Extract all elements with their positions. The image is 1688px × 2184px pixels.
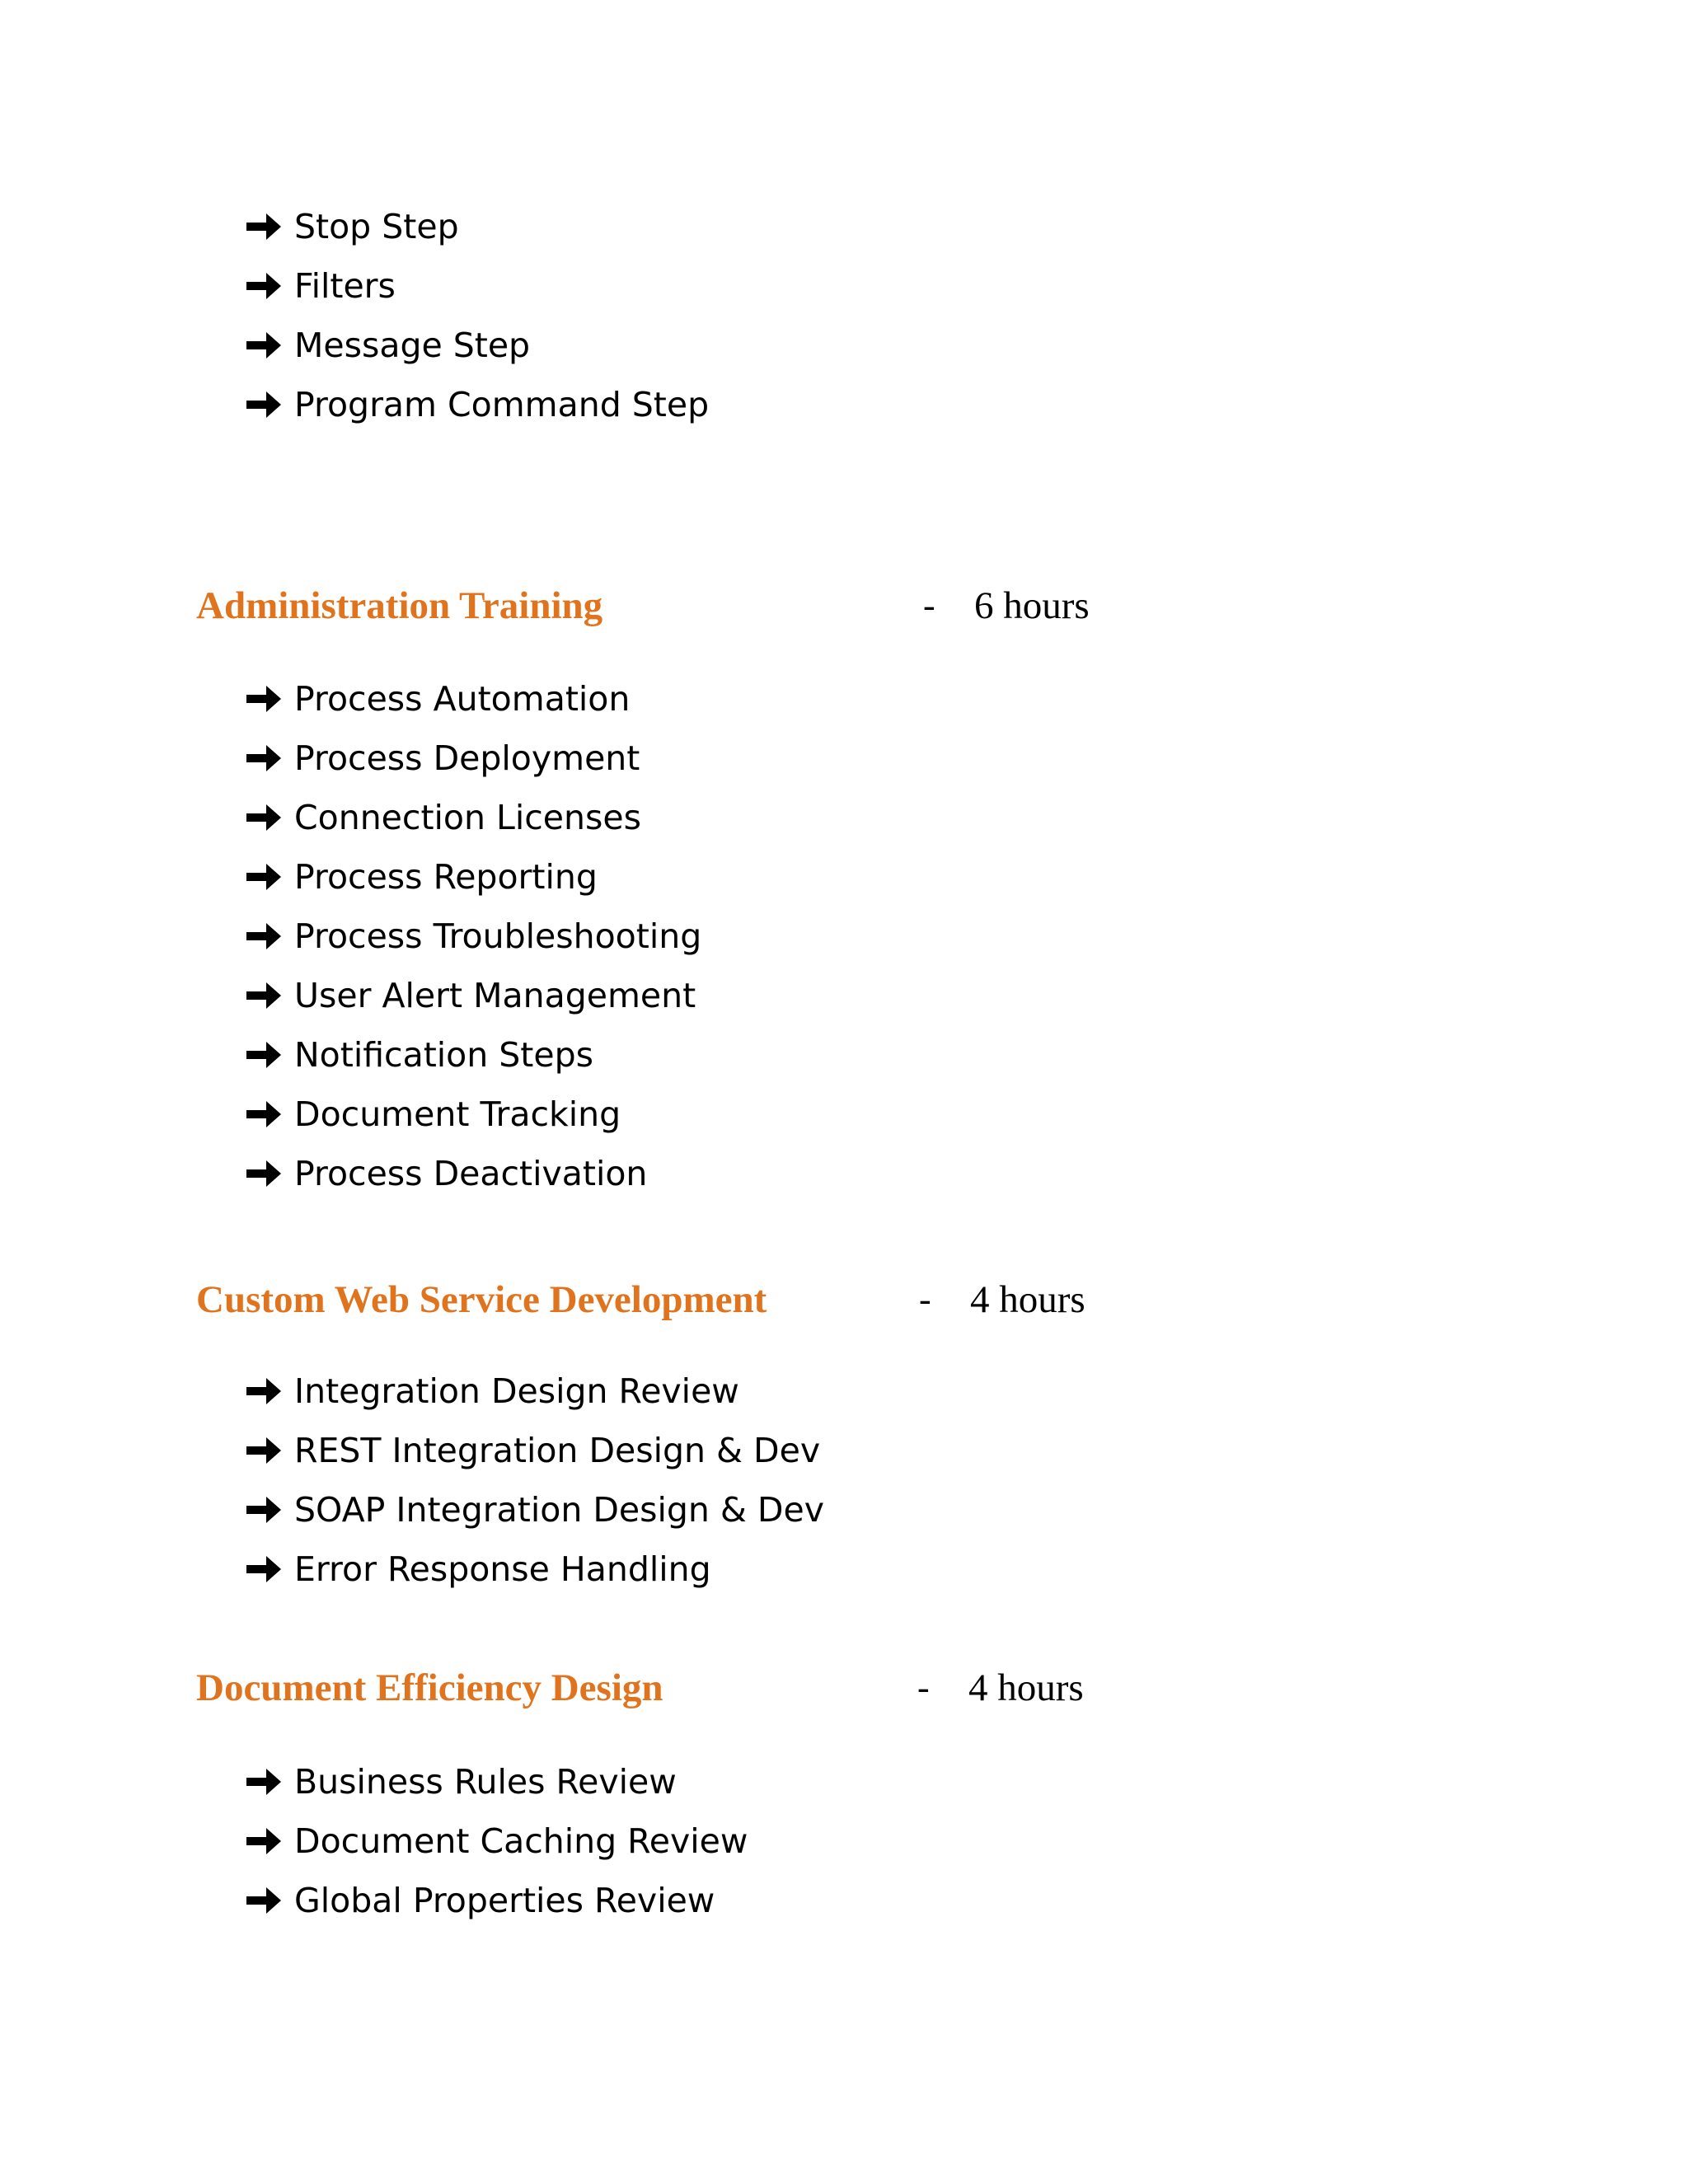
- list-item-label: Stop Step: [294, 207, 459, 246]
- right-arrow-icon: [245, 1038, 283, 1071]
- right-arrow-icon: [245, 388, 283, 421]
- list-item-label: Process Automation: [294, 679, 631, 719]
- list-item: [245, 256, 709, 316]
- right-arrow-icon: [245, 329, 283, 362]
- section-dash: -: [919, 1279, 931, 1319]
- list-item-label: Process Reporting: [294, 857, 598, 897]
- right-arrow-icon: [245, 210, 283, 243]
- list-item-label: Global Properties Review: [294, 1881, 715, 1920]
- list-item: [245, 1025, 701, 1085]
- right-arrow-icon: [245, 1098, 283, 1131]
- right-arrow-icon: [245, 1825, 283, 1858]
- list-item-label: SOAP Integration Design & Dev: [294, 1490, 824, 1530]
- right-arrow-icon: [245, 801, 283, 834]
- section-title-administration-training: Administration Training: [196, 584, 603, 627]
- right-arrow-icon: [245, 269, 283, 302]
- list-item: [245, 1871, 748, 1930]
- section-hours: 4 hours: [970, 1278, 1085, 1321]
- list-item: [245, 1361, 824, 1421]
- list-item: [245, 907, 701, 966]
- intro-list: [245, 197, 709, 434]
- list-item-label: Connection Licenses: [294, 798, 641, 837]
- list-item-label: Program Command Step: [294, 385, 710, 424]
- list-item-label: REST Integration Design & Dev: [294, 1431, 821, 1470]
- list-item: [245, 316, 709, 375]
- section-title-document-efficiency-design: Document Efficiency Design: [196, 1666, 663, 1709]
- section-title-custom-web-service-development: Custom Web Service Development: [196, 1278, 767, 1321]
- list-item: [245, 729, 701, 788]
- right-arrow-icon: [245, 1884, 283, 1917]
- list-item-label: Process Troubleshooting: [294, 916, 702, 956]
- list-item: [245, 1480, 824, 1540]
- right-arrow-icon: [245, 1553, 283, 1586]
- list-item-label: Message Step: [294, 326, 531, 365]
- section-hours: 6 hours: [974, 584, 1090, 627]
- list-item-label: Process Deployment: [294, 738, 640, 778]
- custom-web-service-development-list: [245, 1361, 824, 1599]
- document-efficiency-design-list: [245, 1752, 748, 1930]
- right-arrow-icon: [245, 1157, 283, 1190]
- list-item: [245, 1421, 824, 1480]
- section-dash: -: [923, 585, 935, 626]
- list-item: [245, 847, 701, 907]
- list-item: [245, 1085, 701, 1144]
- section-hours: 4 hours: [968, 1666, 1084, 1709]
- list-item: [245, 375, 709, 434]
- list-item-label: Document Tracking: [294, 1094, 621, 1134]
- list-item-label: Document Caching Review: [294, 1821, 748, 1861]
- list-item: [245, 1811, 748, 1871]
- right-arrow-icon: [245, 979, 283, 1012]
- right-arrow-icon: [245, 920, 283, 953]
- list-item-label: Filters: [294, 266, 396, 306]
- right-arrow-icon: [245, 682, 283, 715]
- list-item: [245, 966, 701, 1025]
- list-item: [245, 1144, 701, 1203]
- list-item-label: Notification Steps: [294, 1035, 593, 1075]
- list-item: [245, 669, 701, 729]
- right-arrow-icon: [245, 1375, 283, 1408]
- administration-training-list: [245, 669, 701, 1203]
- list-item-label: Integration Design Review: [294, 1371, 739, 1411]
- right-arrow-icon: [245, 742, 283, 775]
- right-arrow-icon: [245, 860, 283, 893]
- list-item: [245, 197, 709, 256]
- list-item-label: Process Deactivation: [294, 1154, 648, 1193]
- list-item-label: User Alert Management: [294, 976, 696, 1015]
- section-dash: -: [917, 1667, 930, 1708]
- list-item: [245, 788, 701, 847]
- list-item-label: Error Response Handling: [294, 1549, 711, 1589]
- right-arrow-icon: [245, 1434, 283, 1467]
- list-item: [245, 1752, 748, 1811]
- right-arrow-icon: [245, 1493, 283, 1526]
- list-item-label: Business Rules Review: [294, 1762, 677, 1802]
- right-arrow-icon: [245, 1765, 283, 1798]
- list-item: [245, 1540, 824, 1599]
